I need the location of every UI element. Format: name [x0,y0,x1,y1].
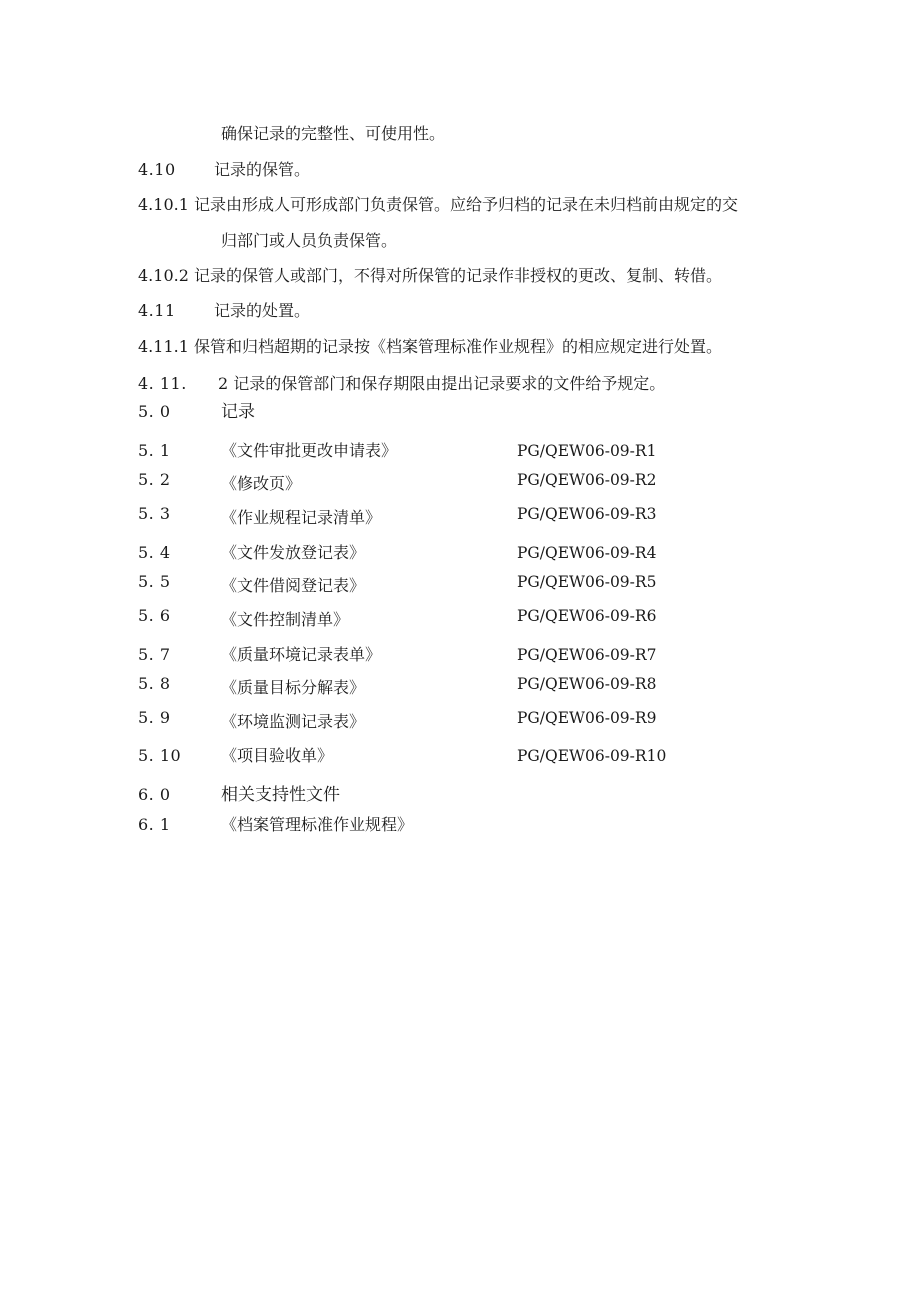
record-code: PG/QEW06-09-R10 [517,747,667,765]
record-code: PG/QEW06-09-R7 [517,646,657,664]
clause-4-10-title: 记录的保管。 [214,160,311,179]
clause-4-10-1-line2: 归部门或人员负责保管。 [221,231,398,250]
record-code: PG/QEW06-09-R4 [517,544,657,562]
clause-4-11-2-text: 2 记录的保管部门和保存期限由提出记录要求的文件给予规定。 [218,374,666,393]
clause-4-10-number: 4.10 [138,160,176,179]
section-6-title: 相关支持性文件 [221,785,340,805]
record-name: 《文件借阅登记表》 [221,576,366,595]
record-number: 5. 7 [138,645,171,664]
record-number: 5. 5 [138,572,171,591]
clause-4-10-1-line1: 4.10.1 记录由形成人可形成部门负责保管。应给予归档的记录在未归档前由规定的交 [138,195,738,214]
record-number: 5. 8 [138,674,171,693]
record-name: 《修改页》 [221,474,302,493]
record-name: 《质量目标分解表》 [221,678,366,697]
record-number: 5. 10 [138,746,182,765]
clause-4-11-number: 4.11 [138,301,176,320]
record-name: 《文件发放登记表》 [221,543,366,562]
record-number: 5. 9 [138,708,171,727]
record-name: 《环境监测记录表》 [221,712,366,731]
record-number: 5. 1 [138,441,171,460]
record-number: 5. 2 [138,470,171,489]
record-code: PG/QEW06-09-R5 [517,573,657,591]
clause-4-11-title: 记录的处置。 [214,301,311,320]
record-number: 5. 4 [138,543,171,562]
record-name: 《文件审批更改申请表》 [221,441,398,460]
record-code: PG/QEW06-09-R8 [517,675,657,693]
record-code: PG/QEW06-09-R1 [517,442,657,460]
section-5-number: 5. 0 [138,402,171,421]
record-number: 5. 3 [138,504,171,523]
clause-4-11-1: 4.11.1 保管和归档超期的记录按《档案管理标准作业规程》的相应规定进行处置。 [138,337,722,356]
record-name: 《作业规程记录清单》 [221,508,382,527]
record-number: 5. 6 [138,606,171,625]
record-name: 《项目验收单》 [221,746,334,765]
section-6-number: 6. 0 [138,785,171,804]
clause-4-11-2-number: 4. 11. [138,374,187,393]
record-name: 《质量环境记录表单》 [221,645,382,664]
record-code: PG/QEW06-09-R2 [517,471,657,489]
record-code: PG/QEW06-09-R9 [517,709,657,727]
clause-4-10-2: 4.10.2 记录的保管人或部门，不得对所保管的记录作非授权的更改、复制、转借。 [138,266,722,285]
record-name: 《文件控制清单》 [221,610,350,629]
section-5-title: 记录 [221,402,255,422]
record-code: PG/QEW06-09-R3 [517,505,657,523]
support-doc-number: 6. 1 [138,815,171,834]
text-line-integrity: 确保记录的完整性、可使用性。 [221,124,446,143]
record-code: PG/QEW06-09-R6 [517,607,657,625]
support-doc-name: 《档案管理标准作业规程》 [221,815,414,834]
